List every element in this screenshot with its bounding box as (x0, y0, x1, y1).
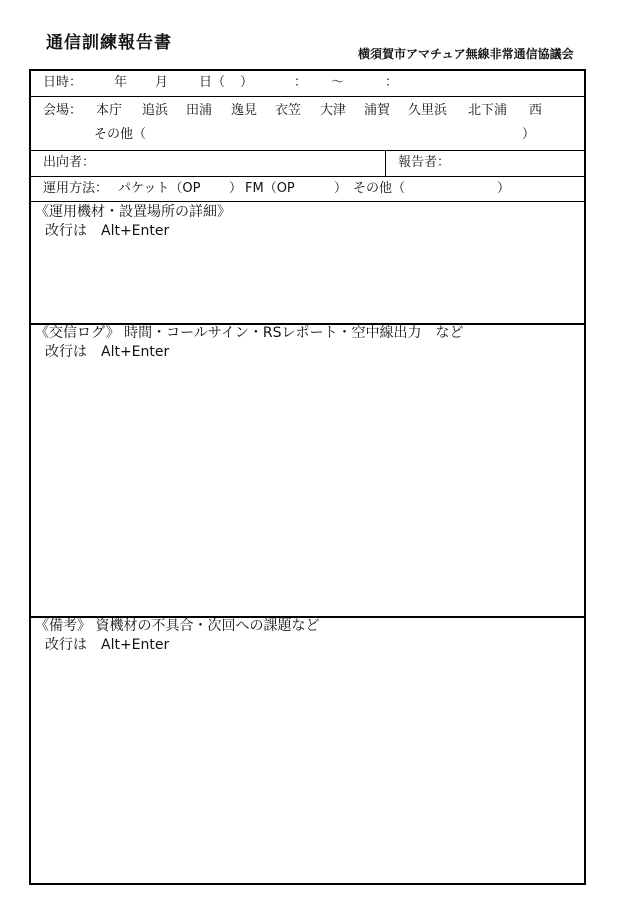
date-row[interactable] (31, 71, 584, 96)
venue-option[interactable]: 久里浜 (408, 103, 448, 118)
section-hint: 改行は Alt+Enter (45, 344, 170, 360)
venue-other-close: ） (522, 127, 536, 142)
venue-option[interactable]: 大津 (320, 103, 347, 118)
other-method-label: その他（ (353, 181, 406, 196)
packet-close: ） (229, 181, 243, 196)
equipment-details-section[interactable] (31, 202, 584, 323)
section-heading: 《備考》 資機材の不具合・次回への課題など (35, 618, 320, 634)
venue-option[interactable]: 本庁 (96, 103, 123, 118)
section-heading: 《運用機材・設置場所の詳細》 (35, 204, 231, 220)
time-colon-end: ： (385, 75, 399, 90)
organization-name: 横須賀市アマチュア無線非常通信協議会 (358, 47, 574, 61)
month-label: 月 (155, 75, 169, 90)
section-hint: 改行は Alt+Enter (45, 223, 170, 239)
venue-option[interactable]: 浦賀 (364, 103, 391, 118)
contact-log-section[interactable] (31, 325, 584, 616)
date-label: 日時： (43, 75, 83, 90)
venue-other-label: その他（ (94, 127, 147, 142)
operation-label: 運用方法： (43, 181, 109, 196)
dispatched-label: 出向者： (43, 155, 96, 170)
time-tilde: 〜 (331, 75, 345, 90)
report-title: 通信訓練報告書 (46, 33, 172, 53)
venue-label: 会場： (43, 103, 83, 118)
year-label: 年 (114, 75, 128, 90)
day-label: 日（ (199, 75, 226, 90)
venue-option[interactable]: 北下浦 (468, 103, 508, 118)
section-hint: 改行は Alt+Enter (45, 637, 170, 653)
reporter-field[interactable] (386, 151, 584, 176)
packet-label: パケット（OP (118, 181, 201, 196)
venue-option[interactable]: 田浦 (186, 103, 213, 118)
fm-label: FM（OP (245, 181, 295, 196)
weekday-close: ） (240, 75, 254, 90)
venue-option[interactable]: 逸見 (231, 103, 258, 118)
venue-option[interactable]: 衣笠 (275, 103, 302, 118)
operation-row[interactable] (31, 177, 584, 201)
venue-row[interactable] (31, 97, 584, 150)
other-method-close: ） (497, 181, 511, 196)
fm-close: ） (334, 181, 348, 196)
remarks-section[interactable] (31, 618, 584, 883)
venue-option[interactable]: 追浜 (142, 103, 169, 118)
time-colon-start: ： (294, 75, 308, 90)
reporter-label: 報告者： (398, 155, 451, 170)
report-form (29, 69, 586, 885)
dispatched-field[interactable] (31, 151, 385, 176)
venue-option[interactable]: 西 (529, 103, 543, 118)
section-heading: 《交信ログ》 時間・コールサイン・RSレポート・空中線出力 など (35, 325, 464, 341)
